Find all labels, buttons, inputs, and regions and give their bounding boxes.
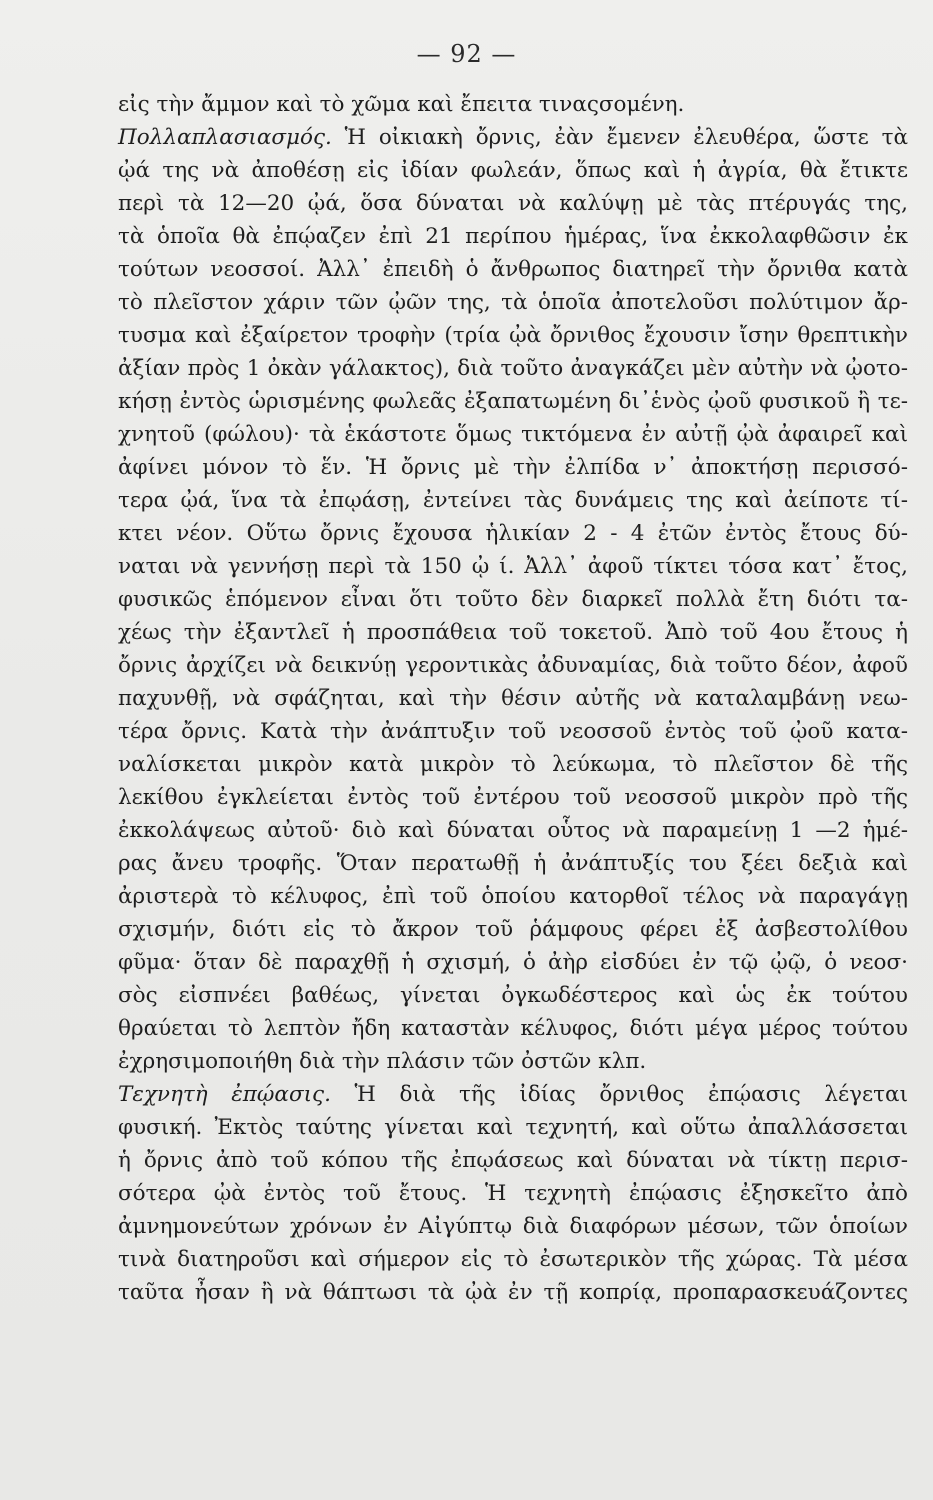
line-text: ἡ ὄρνις ἀπὸ τοῦ κόπου τῆς ἐπῳάσεως καὶ δύναται νὰ τίκτῃ περισ- [118, 1148, 908, 1173]
line-text: ρας ἄνευ τροφῆς. Ὅταν περατωθῇ ἡ ἀνάπτυξίς του ξέει δεξιὰ καὶ [118, 851, 908, 876]
text-line [118, 649, 908, 682]
line-text: ἀφίνει μόνον τὸ ἕν. Ἡ ὄρνις μὲ τὴν ἐλπίδα ν᾽ ἀποκτήσῃ περισσό- [118, 455, 908, 480]
line-text: φῦμα· ὅταν δὲ παραχθῇ ἡ σχισμή, ὁ ἀὴρ εἰσδύει ἐν τῷ ᾠῷ, ὁ νεοσ· [118, 950, 908, 975]
line-text: Ἡ οἰκιακὴ ὄρνις, ἐὰν ἔμενεν ἐλευθέρα, ὥστε τὰ [344, 125, 908, 150]
line-text: τέρα ὄρνις. Κατὰ τὴν ἀνάπτυξιν τοῦ νεοσσοῦ ἐντὸς τοῦ ᾠοῦ κατα- [118, 719, 908, 744]
line-text: σὸς εἰσπνέει βαθέως, γίνεται ὀγκωδέστερος καὶ ὡς ἐκ τούτου [118, 983, 908, 1008]
line-text: σότερα ᾠὰ ἐντὸς τοῦ ἔτους. Ἡ τεχνητὴ ἐπῴασις ἐξησκεῖτο ἀπὸ [118, 1181, 908, 1206]
line-text: κτει νέον. Οὕτω ὄρνις ἔχουσα ἡλικίαν 2 - 4 ἐτῶν ἐντὸς ἔτους δύ- [118, 521, 908, 546]
text-line [118, 1210, 908, 1243]
text-line [118, 814, 908, 847]
text-line [118, 1078, 908, 1111]
text-line [118, 418, 908, 451]
line-text: ἐκκολάψεως αὐτοῦ· διὸ καὶ δύναται οὗτος νὰ παραμείνῃ 1 —2 ἡμέ- [118, 818, 908, 843]
text-line [118, 748, 908, 781]
text-line [118, 682, 908, 715]
text-line [118, 220, 908, 253]
text-line [118, 1045, 908, 1078]
line-text: χνητοῦ (φώλου)· τὰ ἑκάστοτε ὅμως τικτόμενα ἐν αὐτῇ ᾠὰ ἀφαιρεῖ καὶ [118, 422, 908, 447]
text-line [118, 286, 908, 319]
text-line [118, 319, 908, 352]
section-heading: Πολλαπλασιασμός. [118, 125, 332, 150]
line-text: τυσμα καὶ ἐξαίρετον τροφὴν (τρία ᾠὰ ὄρνιθος ἔχουσιν ἴσην θρεπτικὴν [118, 323, 908, 348]
text-line [118, 946, 908, 979]
text-line [118, 715, 908, 748]
line-text: τερα ᾠά, ἵνα τὰ ἐπῳάσῃ, ἐντείνει τὰς δυνάμεις της καὶ ἀείποτε τί- [118, 488, 908, 513]
section-heading: Τεχνητὴ ἐπῴασις. [118, 1082, 331, 1107]
line-text: εἰς τὴν ἄμμον καὶ τὸ χῶμα καὶ ἔπειτα τιναςσομένη. [118, 92, 685, 117]
line-text: λεκίθου ἐγκλείεται ἐντὸς τοῦ ἐντέρου τοῦ νεοσσοῦ μικρὸν πρὸ τῆς [118, 785, 908, 810]
line-text: φυσική. Ἐκτὸς ταύτης γίνεται καὶ τεχνητή, καὶ οὕτω ἀπαλλάσσεται [118, 1115, 908, 1140]
text-line [118, 583, 908, 616]
line-text: τὰ ὁποῖα θὰ ἐπῴαζεν ἐπὶ 21 περίπου ἡμέρας, ἵνα ἐκκολαφθῶσιν ἐκ [118, 224, 908, 249]
line-text: ὄρνις ἀρχίζει νὰ δεικνύῃ γεροντικὰς ἀδυναμίας, διὰ τοῦτο δέον, ἀφοῦ [118, 653, 908, 678]
line-text: περὶ τὰ 12—20 ᾠά, ὅσα δύναται νὰ καλύψῃ μὲ τὰς πτέρυγάς της, [118, 191, 908, 216]
text-line [118, 616, 908, 649]
text-line [118, 385, 908, 418]
line-text: παχυνθῇ, νὰ σφάζηται, καὶ τὴν θέσιν αὐτῆς νὰ καταλαμβάνῃ νεω- [118, 686, 908, 711]
line-text: τὸ πλεῖστον χάριν τῶν ᾠῶν της, τὰ ὁποῖα ἀποτελοῦσι πολύτιμον ἄρ- [118, 290, 908, 315]
line-text: ναλίσκεται μικρὸν κατὰ μικρὸν τὸ λεύκωμα, τὸ πλεῖστον δὲ τῆς [118, 752, 908, 777]
line-text: ταῦτα ἦσαν ἢ νὰ θάπτωσι τὰ ᾠὰ ἐν τῇ κοπρίᾳ, προπαρασκευάζοντες [118, 1280, 908, 1305]
text-line [118, 253, 908, 286]
text-line [118, 1177, 908, 1210]
line-text: ἀξίαν πρὸς 1 ὀκὰν γάλακτος), διὰ τοῦτο ἀναγκάζει μὲν αὐτὴν νὰ ᾠοτο- [118, 356, 908, 381]
text-line [118, 484, 908, 517]
text-line [118, 1144, 908, 1177]
page-number: — 92 — [416, 40, 517, 68]
text-line [118, 517, 908, 550]
text-line [118, 913, 908, 946]
text-line [118, 880, 908, 913]
text-line [118, 187, 908, 220]
line-text: φυσικῶς ἑπόμενον εἶναι ὅτι τοῦτο δὲν διαρκεῖ πολλὰ ἔτη διότι τα- [118, 587, 908, 612]
text-line [118, 1111, 908, 1144]
text-line [118, 781, 908, 814]
text-line [118, 847, 908, 880]
line-text: χέως τὴν ἐξαντλεῖ ἡ προσπάθεια τοῦ τοκετοῦ. Ἀπὸ τοῦ 4ου ἔτους ἡ [118, 620, 908, 645]
text-line [118, 1012, 908, 1045]
line-text: ἀμνημονεύτων χρόνων ἐν Αἰγύπτῳ διὰ διαφόρων μέσων, τῶν ὁποίων [118, 1214, 908, 1239]
text-line [118, 88, 908, 121]
text-line [118, 1276, 908, 1309]
text-line [118, 1243, 908, 1276]
line-text: τινὰ διατηροῦσι καὶ σήμερον εἰς τὸ ἐσωτερικὸν τῆς χώρας. Τὰ μέσα [118, 1247, 908, 1272]
body-text [118, 88, 908, 1309]
line-text: ναται νὰ γεννήσῃ περὶ τὰ 150 ᾠ ί. Ἀλλ᾽ ἀφοῦ τίκτει τόσα κατ᾽ ἔτος, [118, 554, 908, 579]
text-line [118, 154, 908, 187]
line-text: ᾠά της νὰ ἀποθέσῃ εἰς ἰδίαν φωλεάν, ὅπως καὶ ἡ ἀγρία, θὰ ἔτικτε [118, 158, 908, 183]
line-text: σχισμήν, διότι εἰς τὸ ἄκρον τοῦ ῥάμφους φέρει ἐξ ἀσβεστολίθου [118, 917, 908, 942]
text-line [118, 451, 908, 484]
text-line [118, 352, 908, 385]
text-line [118, 550, 908, 583]
text-line [118, 979, 908, 1012]
line-text: ἐχρησιμοποιήθη διὰ τὴν πλάσιν τῶν ὀστῶν κλπ. [118, 1049, 647, 1074]
line-text: ἀριστερὰ τὸ κέλυφος, ἐπὶ τοῦ ὁποίου κατορθοῖ τέλος νὰ παραγάγῃ [118, 884, 908, 909]
text-line [118, 121, 908, 154]
line-text: κήσῃ ἐντὸς ὡρισμένης φωλεᾶς ἐξαπατωμένη δι᾽ἑνὸς ᾠοῦ φυσικοῦ ἢ τε- [118, 389, 908, 414]
line-text: θραύεται τὸ λεπτὸν ἤδη καταστὰν κέλυφος, διότι μέγα μέρος τούτου [118, 1016, 908, 1041]
line-text: τούτων νεοσσοί. Ἀλλ᾽ ἐπειδὴ ὁ ἄνθρωπος διατηρεῖ τὴν ὄρνιθα κατὰ [118, 257, 908, 282]
line-text: Ἡ διὰ τῆς ἰδίας ὄρνιθος ἐπῴασις λέγεται [354, 1082, 909, 1107]
